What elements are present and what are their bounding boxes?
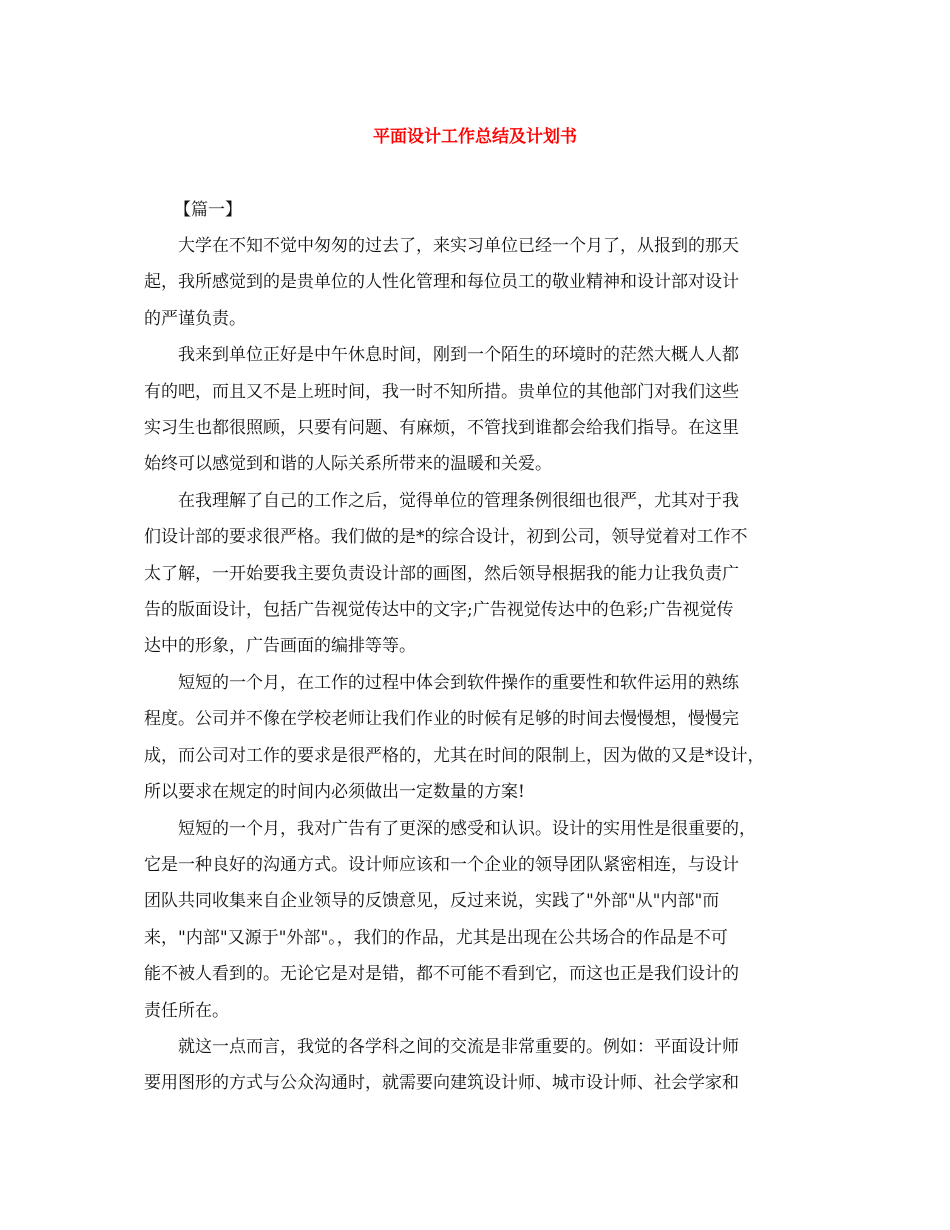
paragraph-1: 大学在不知不觉中匆匆的过去了，来实习单位已经一个月了，从报到的那天 起，我所感觉到的是贵单位的人性化管理和每位员工的敬业精神和设计部对设计 的严谨负责。 <box>144 236 739 329</box>
document-body <box>144 192 804 1102</box>
document-title: 平面设计工作总结及计划书 <box>373 127 577 147</box>
paragraph-2: 我来到单位正好是中午休息时间，刚到一个陌生的环境时的茫然大概人人都 有的吧，而且又不是上班时间，我一时不知所措。贵单位的其他部门对我们这些 实习生也都很照顾，只要有问题、有麻烦，不管找到谁都会给我们指导。在这里 始终可以感觉到和谐的人际关系所带来的温暖和关爱。 <box>144 345 739 475</box>
section-label: 【篇一】 <box>174 200 242 220</box>
paragraph-6: 就这一点而言，我觉的各学科之间的交流是非常重要的。例如：平面设计师 要用图形的方式与公众沟通时，就需要向建筑设计师、城市设计师、社会学家和 <box>144 1036 739 1094</box>
paragraph-4: 短短的一个月，在工作的过程中体会到软件操作的重要性和软件运用的熟练 程度。公司并不像在学校老师让我们作业的时候有足够的时间去慢慢想，慢慢完 成，而公司对工作的要求是很严格的，尤其在时间的限制上，因为做的又是*设计， 所以要求在规定的时间内必须做出一定数量的方案! <box>144 672 765 803</box>
paragraph-3: 在我理解了自己的工作之后，觉得单位的管理条例很细也很严，尤其对于我 们设计部的要求很严格。我们做的是*的综合设计，初到公司，领导觉着对工作不 太了解，一开始要我主要负责设计部的画图，然后领导根据我的能力让我负责广 告的版面设计，包括广告视觉传达中的文字;广告视觉传达中的色彩;广告视觉传 达中的形象，广告画面的编排等等。 <box>144 490 748 657</box>
paragraph-5: 短短的一个月，我对广告有了更深的感受和认识。设计的实用性是很重要的， 它是一种良好的沟通方式。设计师应该和一个企业的领导团队紧密相连，与设计 团队共同收集来自企业领导的反馈意见，反过来说，实践了"外部"从"内部"而 来，"内部"又源于"外部"。，我们的作品，尤其是出现在公共场合的作品是不可 能不被人看到的。无论它是对是错，都不可能不看到它，而这也正是我们设计的 责任所在。 <box>144 818 756 1021</box>
